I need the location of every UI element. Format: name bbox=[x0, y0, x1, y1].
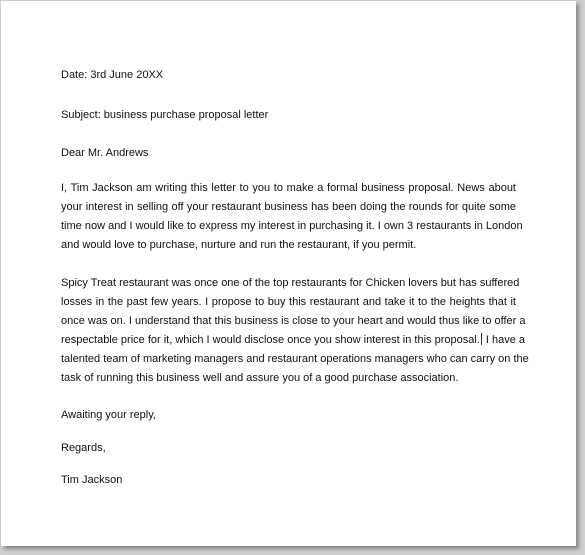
paragraph-1-line: time now and I would like to express my interest in purchasing it. I own 3 restaurants in London bbox=[61, 220, 523, 232]
paragraph-2-line-part: I have a bbox=[485, 334, 526, 346]
letter-closing-regards: Regards, bbox=[61, 442, 106, 454]
paragraph-2 bbox=[61, 274, 529, 388]
paragraph-2-line: talented team of marketing managers and restaurant operations managers who can carry on the bbox=[61, 353, 529, 365]
letter-subject: Subject: business purchase proposal letter bbox=[61, 109, 269, 121]
paragraph-1 bbox=[61, 179, 523, 255]
paragraph-1-line: and would love to purchase, nurture and run the restaurant, if you permit. bbox=[61, 239, 417, 251]
paragraph-2-line: losses in the past few years. I propose to buy this restaurant and take it to the heights that it bbox=[61, 296, 516, 308]
paragraph-2-line-part: respectable price for it, which I would disclose once you show interest in this proposal. bbox=[61, 334, 480, 346]
letter-date: Date: 3rd June 20XX bbox=[61, 69, 164, 81]
paragraph-2-line-with-caret bbox=[61, 331, 526, 350]
paragraph-2-line: once was on. I understand that this business is close to your heart and would thus like to offer a bbox=[61, 315, 526, 327]
paragraph-2-line: Spicy Treat restaurant was once one of the top restaurants for Chicken lovers but has suffered bbox=[61, 277, 520, 289]
letter-page bbox=[1, 1, 576, 546]
paragraph-1-line: I, Tim Jackson am writing this letter to you to make a formal business proposal. News about bbox=[61, 182, 516, 194]
paragraph-1-line: your interest in selling off your restaurant business has been doing the rounds for quite some bbox=[61, 201, 516, 213]
letter-closing-awaiting: Awaiting your reply, bbox=[61, 409, 156, 421]
paragraph-2-line: task of running this business well and assure you of a good purchase association. bbox=[61, 372, 459, 384]
letter-signature: Tim Jackson bbox=[61, 474, 123, 486]
text-caret-icon bbox=[481, 333, 482, 345]
letter-salutation: Dear Mr. Andrews bbox=[61, 147, 149, 159]
